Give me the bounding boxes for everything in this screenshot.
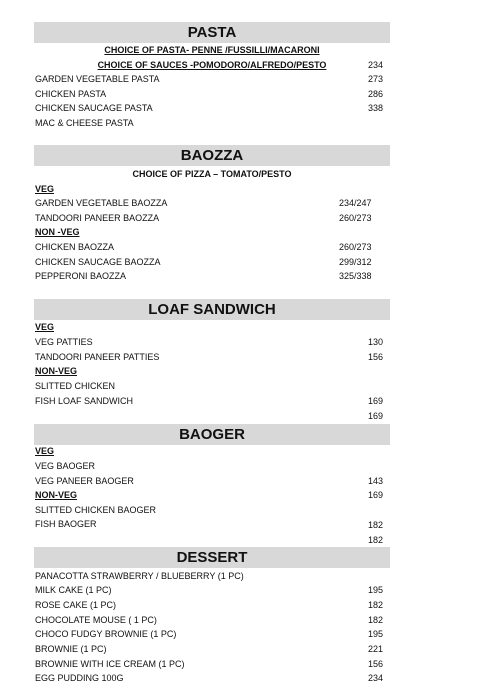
item-price: 182 xyxy=(368,535,384,545)
menu-item: CHICKEN SAUCAGE BAOZZA xyxy=(35,257,161,267)
item-price: 234 xyxy=(368,673,384,683)
nonveg-label: NON -VEG xyxy=(35,227,80,237)
menu-item: CHOCO FUDGY BROWNIE (1 PC) xyxy=(35,629,177,639)
menu-item: FISH BAOGER xyxy=(35,519,97,529)
item-price: 169 xyxy=(368,396,384,406)
item-price: 143 xyxy=(368,476,384,486)
pasta-choice-sauces: CHOICE OF SAUCES -POMODORO/ALFREDO/PESTO xyxy=(97,60,327,70)
menu-item: CHICKEN PASTA xyxy=(35,89,107,99)
menu-item: GARDEN VEGETABLE PASTA xyxy=(35,74,160,84)
item-price: 325/338 xyxy=(339,271,372,281)
item-price: 169 xyxy=(368,411,384,421)
menu-item: PANACOTTA STRAWBERRY / BLUEBERRY (1 PC) xyxy=(35,571,244,581)
item-price: 260/273 xyxy=(339,213,372,223)
item-price: 338 xyxy=(368,103,384,113)
item-price: 195 xyxy=(368,585,384,595)
item-price: 273 xyxy=(368,74,384,84)
item-price: 195 xyxy=(368,629,384,639)
veg-label: VEG xyxy=(35,446,55,456)
item-price: 156 xyxy=(368,352,384,362)
item-price: 130 xyxy=(368,337,384,347)
menu-item: SLITTED CHICKEN BAOGER xyxy=(35,505,157,515)
section-header-baoger: BAOGER xyxy=(34,424,390,445)
menu-item: CHICKEN SAUCAGE PASTA xyxy=(35,103,153,113)
menu-item: VEG BAOGER xyxy=(35,461,96,471)
menu-item: BROWNIE (1 PC) xyxy=(35,644,107,654)
menu-item: TANDOORI PANEER PATTIES xyxy=(35,352,160,362)
section-header-pasta: PASTA xyxy=(34,22,390,43)
menu-item: VEG PATTIES xyxy=(35,337,93,347)
menu-item: CHOCOLATE MOUSE ( 1 PC) xyxy=(35,615,157,625)
item-price: 182 xyxy=(368,520,384,530)
menu-item: FISH LOAF SANDWICH xyxy=(35,396,134,406)
menu-item: BROWNIE WITH ICE CREAM (1 PC) xyxy=(35,659,185,669)
section-header-baozza: BAOZZA xyxy=(34,145,390,166)
menu-item: GARDEN VEGETABLE BAOZZA xyxy=(35,198,168,208)
item-price: 169 xyxy=(368,490,384,500)
item-price: 234/247 xyxy=(339,198,372,208)
veg-label: VEG xyxy=(35,184,55,194)
menu-item: MILK CAKE (1 PC) xyxy=(35,585,112,595)
nonveg-label: NON-VEG xyxy=(35,490,78,500)
item-price: 286 xyxy=(368,89,384,99)
pasta-choice-pasta: CHOICE OF PASTA- PENNE /FUSSILLI/MACARONI xyxy=(104,45,320,55)
item-price: 260/273 xyxy=(339,242,372,252)
item-price: 182 xyxy=(368,600,384,610)
baozza-choice: CHOICE OF PIZZA – TOMATO/PESTO xyxy=(132,169,292,179)
veg-label: VEG xyxy=(35,322,55,332)
menu-item: ROSE CAKE (1 PC) xyxy=(35,600,117,610)
menu-item: SLITTED CHICKEN xyxy=(35,381,116,391)
item-price: 299/312 xyxy=(339,257,372,267)
item-price: 156 xyxy=(368,659,384,669)
menu-item: VEG PANEER BAOGER xyxy=(35,476,134,486)
menu-item: CHICKEN BAOZZA xyxy=(35,242,115,252)
item-price: 221 xyxy=(368,644,384,654)
menu-item: MAC & CHEESE PASTA xyxy=(35,118,134,128)
menu-item: TANDOORI PANEER BAOZZA xyxy=(35,213,160,223)
section-header-dessert: DESSERT xyxy=(34,547,390,568)
menu-item: PEPPERONI BAOZZA xyxy=(35,271,127,281)
section-header-loaf-sandwich: LOAF SANDWICH xyxy=(34,299,390,320)
nonveg-label: NON-VEG xyxy=(35,366,78,376)
item-price: 234 xyxy=(368,60,384,70)
menu-item: EGG PUDDING 100G xyxy=(35,673,124,683)
item-price: 182 xyxy=(368,615,384,625)
